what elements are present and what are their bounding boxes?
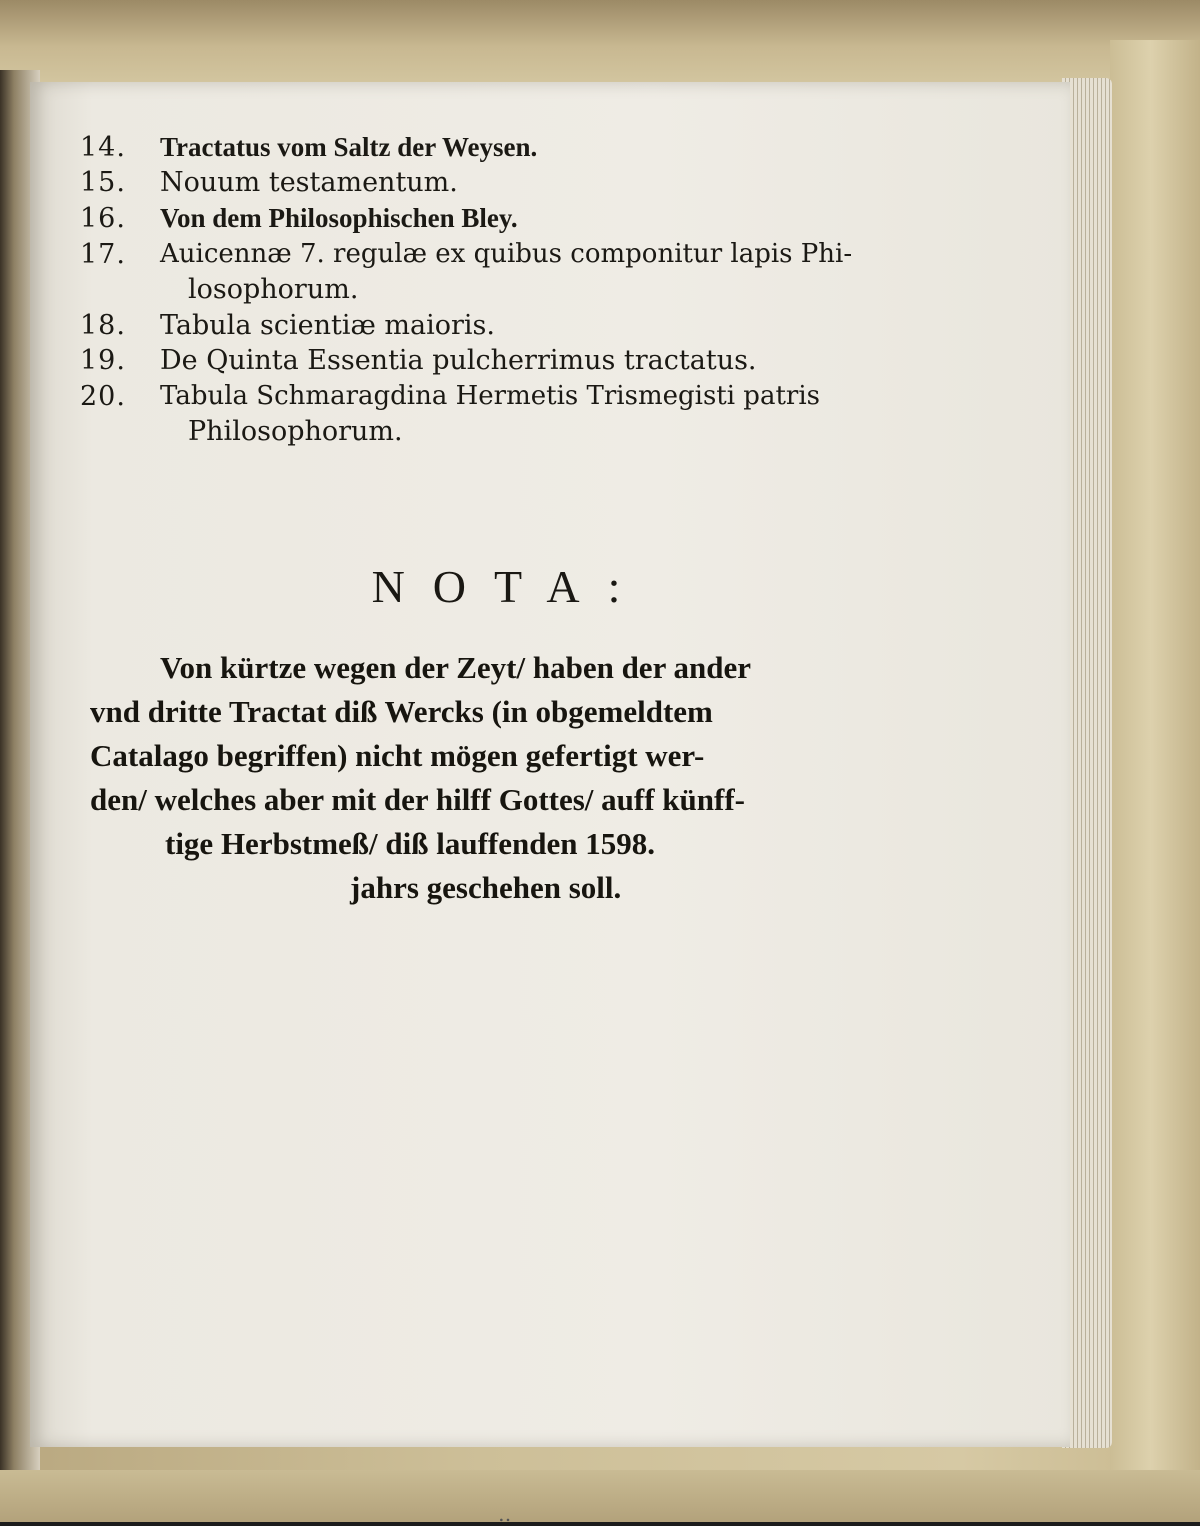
list-item-number: 16. xyxy=(80,203,126,234)
cover-right-edge xyxy=(1110,40,1200,1490)
list-item-text: Tabula Schmaragdina Hermetis Trismegisti patris xyxy=(160,381,820,411)
list-item-text: Von dem Philosophischen Bley. xyxy=(160,203,518,233)
list-item-number: 14. xyxy=(80,132,126,163)
list-item-number: 20. xyxy=(80,381,126,412)
nota-line: tige Herbstmeß/ diß lauffenden 1598. xyxy=(165,826,655,861)
nota-line: Catalago begriffen) nicht mögen gefertigt wer- xyxy=(90,738,705,773)
list-item-text: Nouum testamentum. xyxy=(160,167,458,198)
nota-line: vnd dritte Tractat diß Wercks (in obgemeldtem xyxy=(90,694,713,729)
nota-heading: NOTA: xyxy=(371,561,649,612)
list-item-number: 15. xyxy=(80,167,126,198)
ink-mark: ‥ xyxy=(498,1502,512,1526)
nota-line: jahrs geschehen soll. xyxy=(350,870,622,905)
list-item-continuation: losophorum. xyxy=(188,274,359,305)
book-page xyxy=(30,82,1070,1526)
list-item-number: 19. xyxy=(80,345,126,376)
cover-top-edge xyxy=(0,0,1200,85)
list-item-number: 17. xyxy=(80,239,126,270)
list-item-number: 18. xyxy=(80,310,126,341)
cover-bottom-edge xyxy=(0,1470,1200,1522)
nota-line: Von kürtze wegen der Zeyt/ haben der ander xyxy=(160,650,752,685)
catalogue-list xyxy=(30,82,1070,542)
list-item-text: Tractatus vom Saltz der Weysen. xyxy=(160,132,538,162)
list-item-continuation: Philosophorum. xyxy=(188,416,403,447)
list-item-text: Tabula scientiæ maioris. xyxy=(160,310,495,341)
list-item-text: De Quinta Essentia pulcherrimus tractatus. xyxy=(160,345,757,376)
nota-line: den/ welches aber mit der hilff Gottes/ auff künff- xyxy=(90,782,745,817)
list-item-text: Auicennæ 7. regulæ ex quibus componitur lapis Phi- xyxy=(160,239,853,269)
